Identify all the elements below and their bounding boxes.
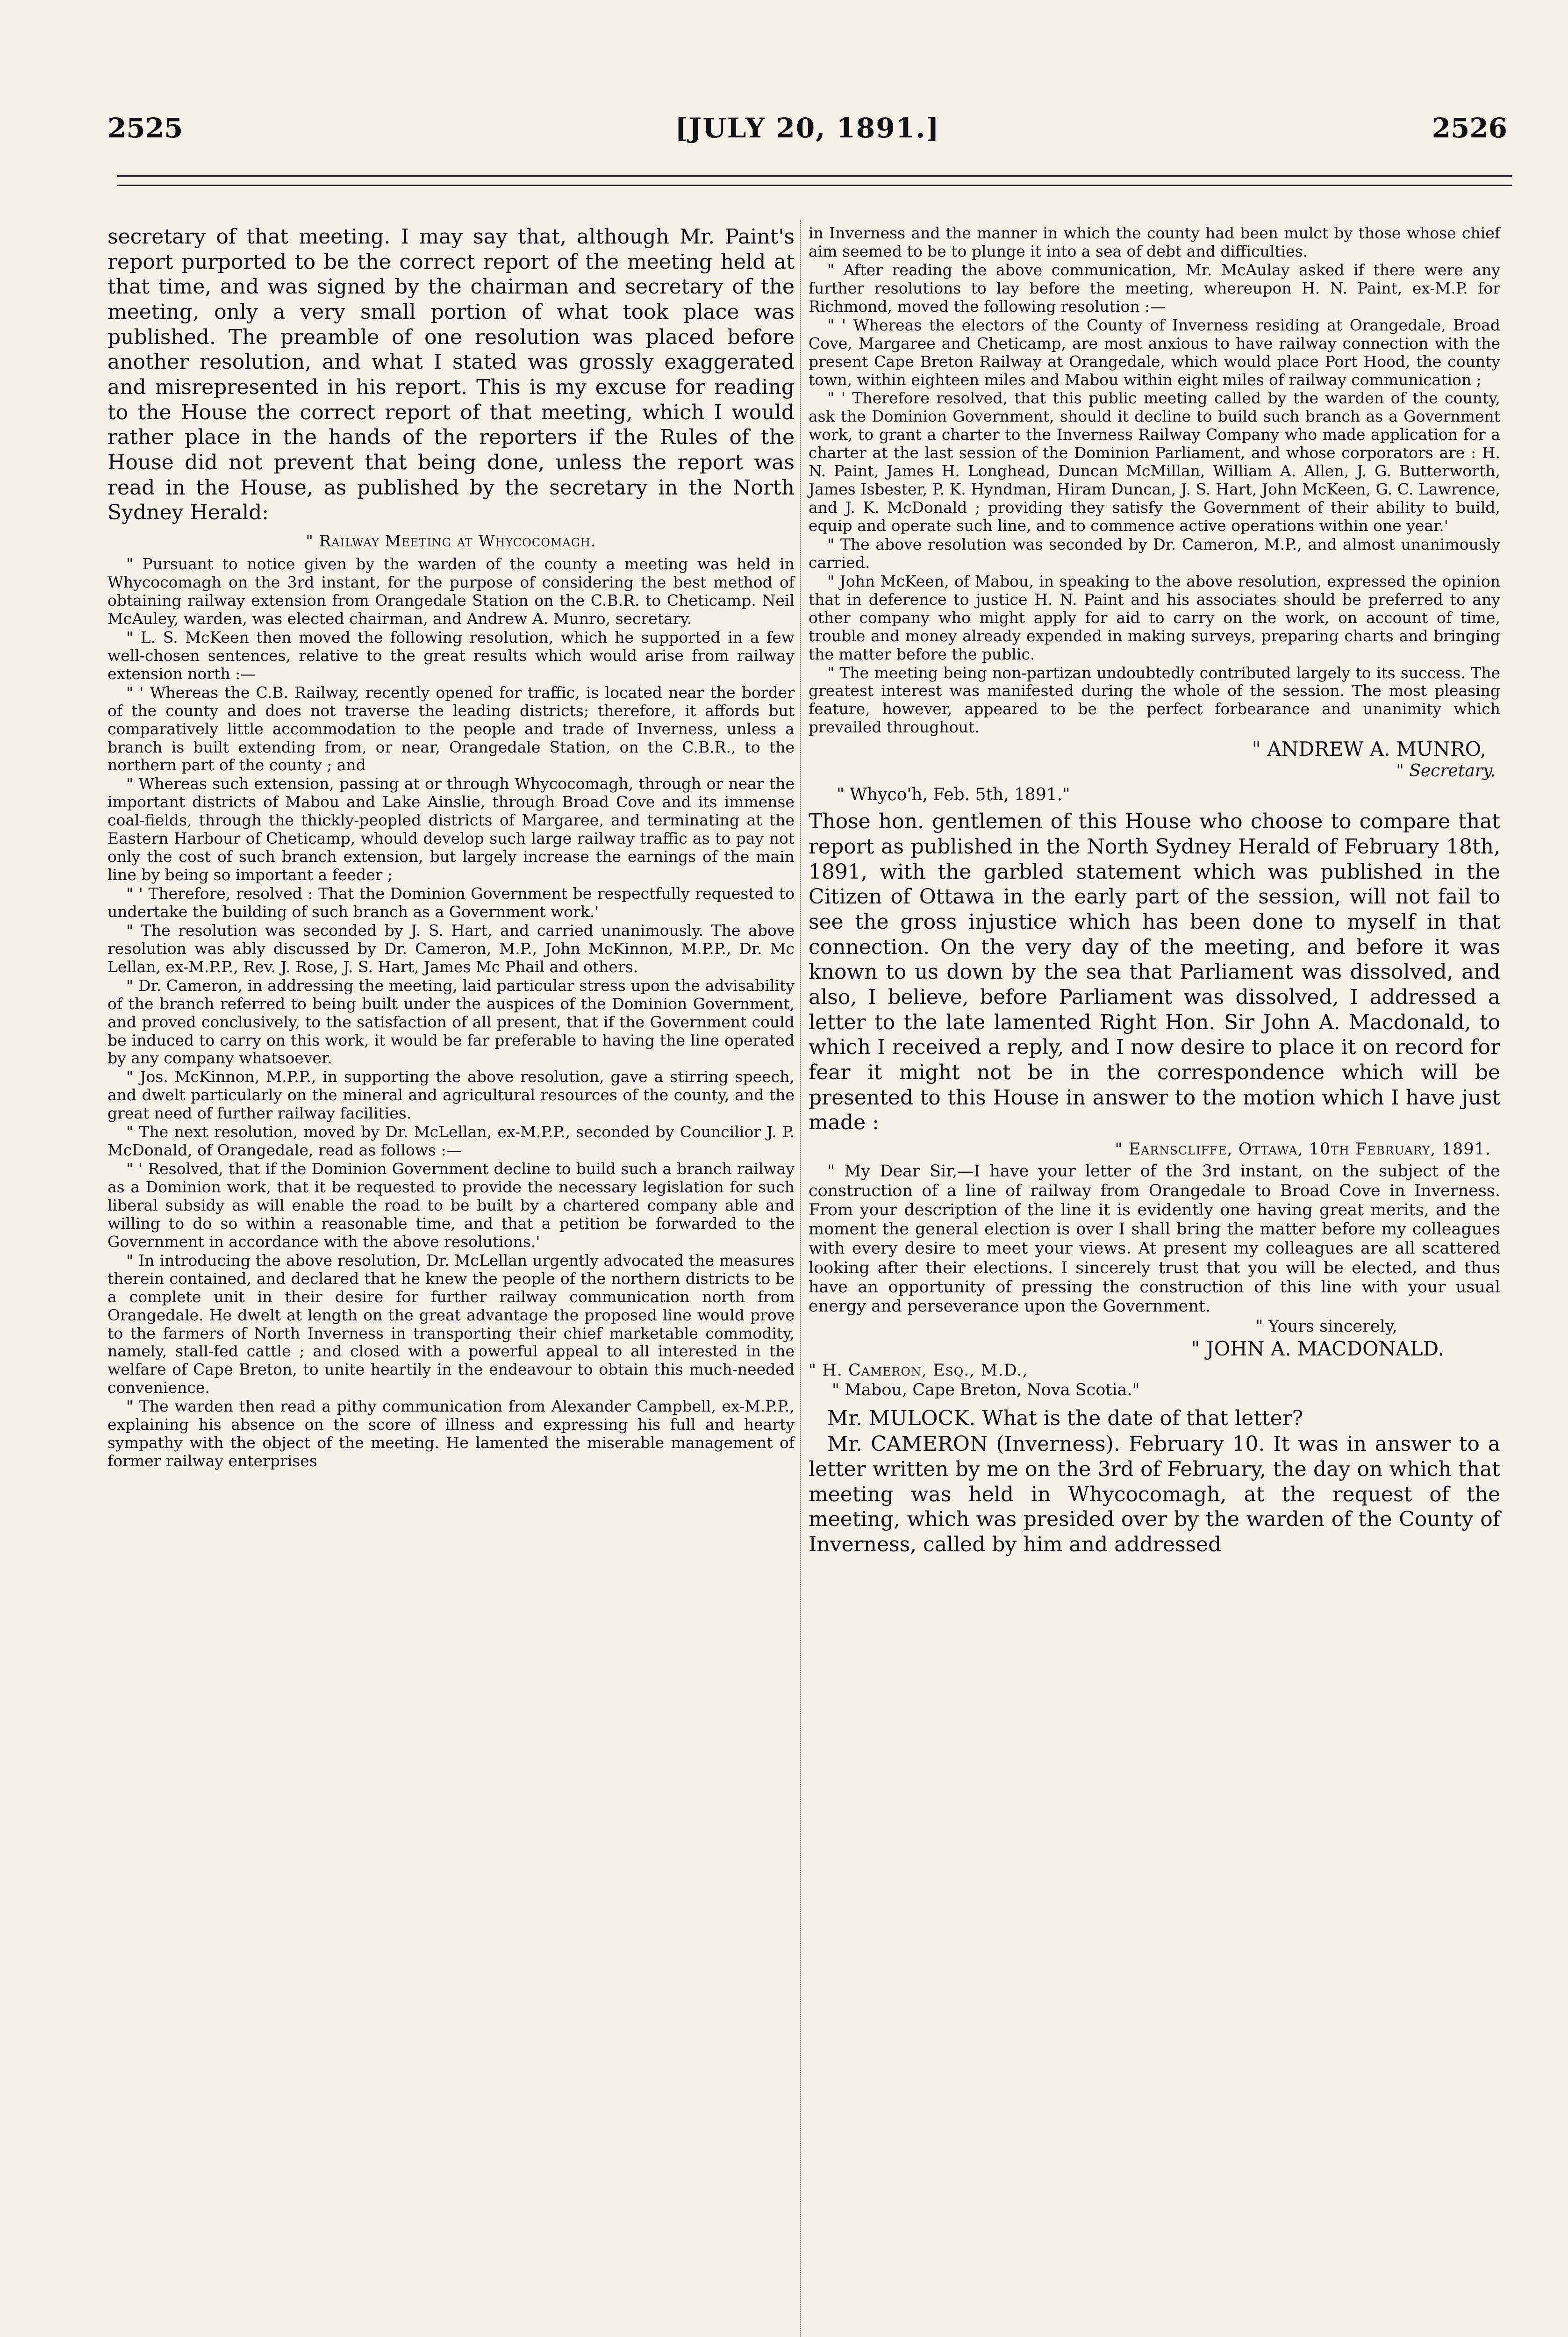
page-number-right: 2526 — [1432, 112, 1507, 144]
right-column — [809, 224, 1500, 1558]
letter-address: " Mabou, Cape Breton, Nova Scotia." — [832, 1381, 1140, 1400]
speech-paragraph: Those hon. gentlemen of this House who choose to compare that report as published in the North Sydney Herald of February 18th, 1891, with the garbled statement which was published in the Citizen of Ottawa in the early part of the session, will not fail to see the gross injustice which has been done to myself in that connection. On the very day of the meeting, and before it was known to us down by the sea that Parliament was dissolved, and also, I believe, before Parliament was dissolved, I addressed a letter to the late lamented Right Hon. Sir John A. Macdonald, to which I received a reply, and I now desire to place it on record for fear it might not be in the correspondence which will be presented to this House in answer to the motion which I have just made : — [809, 810, 1500, 1135]
letter-addressee: " H. Cameron, Esq., M.D., — [809, 1361, 1028, 1380]
speech-paragraph: Mr. CAMERON (Inverness). February 10. It was in answer to a letter written by me on the 3rd of February, the day on which that meeting was held in Whycocomagh, at the request of the meeting, which was presided over by the warden of the County of Inverness, called by him and addressed — [809, 1432, 1500, 1556]
dateline: " Whyco'h, Feb. 5th, 1891." — [837, 785, 1070, 805]
quoted-paragraph: " ' Therefore, resolved : That the Dominion Government be respectfully requested to undertake the building of such branch as a Government work.' — [107, 884, 795, 921]
column-divider — [800, 220, 801, 2337]
quoted-paragraph: " The warden then read a pithy communication from Alexander Campbell, ex-M.P.P., explaining his absence on the score of illness and expressing his full and hearty sympathy with the object of the meeting. He lamented the miserable management of former railway enterprises — [107, 1397, 795, 1470]
header-rule-top — [117, 175, 1512, 177]
quoted-paragraph: in Inverness and the manner in which the county had been mulct by those whose chief aim seemed to be to plunge it into a sea of debt and difficulties. — [809, 224, 1500, 260]
quoted-paragraph: " ' Whereas the electors of the County of Inverness residing at Orangedale, Broad Cove, Margaree and Cheticamp, are most anxious to have railway connection with the present Cape Breton Railway at Orangedale, which would place Port Hood, the county town, within eighteen miles and Mabou within eight miles of railway communication ; — [809, 315, 1500, 389]
page-date-title: [JULY 20, 1891.] — [675, 112, 940, 144]
letter-closing: " Yours sincerely, — [1255, 1317, 1397, 1336]
page-header — [107, 112, 1507, 150]
quoted-paragraph: " ' Resolved, that if the Dominion Government decline to build such a branch railway as a Dominion work, that it be requested to provide the necessary legislation for such liberal subsidy as will enable the road to be built by a chartered company able and willing to do so within a reasonable time, and that a petition be forwarded to the Government in accordance with the above resolutions.' — [107, 1160, 795, 1251]
page-number-left: 2525 — [107, 112, 183, 144]
quoted-paragraph: " ' Therefore resolved, that this public meeting called by the warden of the county, ask the Dominion Government, should it decline to build such branch as a Government work, to grant a charter to the Inverness Railway Company who made application for a charter at the last session of the Dominion Parliament, and whose corporators are : H. N. Paint, James H. Longhead, Duncan McMillan, William A. Allen, J. G. Butterworth, James Isbester, P. K. Hyndman, Hiram Duncan, J. S. Hart, John McKeen, G. C. Lawrence, and J. K. McDonald ; providing they satisfy the Government of their ability to build, equip and operate such line, and to commence active operations within one year.' — [809, 389, 1500, 535]
quoted-paragraph: " Pursuant to notice given by the warden of the county a meeting was held in Whycocomagh on the 3rd instant, for the purpose of considering the best method of obtaining railway extension from Orangedale Station on the C.B.R. to Cheticamp. Neil McAuley, warden, was elected chairman, and Andrew A. Munro, secretary. — [107, 555, 795, 628]
quoted-paragraph: " John McKeen, of Mabou, in speaking to the above resolution, expressed the opinion that in deference to justice H. N. Paint and his associates should be preferred to any other company who might apply for aid to carry on the work, on account of time, trouble and money already expended in making surveys, preparing charts and bringing the matter before the public. — [809, 572, 1500, 663]
quoted-paragraph: " In introducing the above resolution, Dr. McLellan urgently advocated the measures therein contained, and declared that he knew the people of the northern districts to be a complete unit in their desire for further railway communication north from Orangedale. He dwelt at length on the great advantage the proposed line would prove to the farmers of North Inverness in transporting their chief marketable commodity, namely, stall-fed cattle ; and closed with a powerful appeal to all interested in the welfare of Cape Breton, to unite heartily in the endeavour to obtain this much-needed convenience. — [107, 1251, 795, 1397]
signature-macdonald: " JOHN A. MACDONALD. — [1191, 1337, 1444, 1360]
quoted-paragraph: " L. S. McKeen then moved the following resolution, which he supported in a few well-chosen sentences, relative to the great results which would arise from railway extension north :— — [107, 628, 795, 683]
letter-body: " My Dear Sir,—I have your letter of the 3rd instant, on the subject of the construction of a line of railway from Orangedale to Broad Cove in Inverness. From your description of the line it is evidently one having great merits, and the moment the general election is over I shall bring the matter before my colleagues with every desire to meet your views. At present my colleagues are all scattered looking after their elections. I sincerely trust that you will be elected, and thus have an opportunity of pressing the construction of this line with your usual energy and perseverance upon the Government. — [809, 1162, 1500, 1316]
quoted-paragraph: " Jos. McKinnon, M.P.P., in supporting the above resolution, gave a stirring speech, and dwelt particularly on the mineral and agricultural resources of the county, and the great need of further railway facilities. — [107, 1068, 795, 1123]
quoted-paragraph: " The resolution was seconded by J. S. Hart, and carried unanimously. The above resolution was ably discussed by Dr. Cameron, M.P., John McKinnon, M.P.P., Dr. Mc Lellan, ex-M.P.P., Rev. J. Rose, J. S. Hart, James Mc Phail and others. — [107, 921, 795, 976]
quoted-paragraph: " The meeting being non-partizan undoubtedly contributed largely to its success. The greatest interest was manifested during the whole of the session. The most pleasing feature, however, appeared to be the perfect forbearance and unanimity which prevailed throughout. — [809, 663, 1500, 737]
quoted-paragraph: " The next resolution, moved by Dr. McLellan, ex-M.P.P., seconded by Councilior J. P. McDonald, of Orangedale, read as follows :— — [107, 1123, 795, 1160]
letter-heading: " Earnscliffe, Ottawa, 10th February, 1891. — [1115, 1140, 1491, 1159]
header-rule-bottom — [117, 185, 1512, 186]
speech-paragraph: Mr. MULOCK. What is the date of that letter? — [827, 1406, 1303, 1430]
quoted-paragraph: " The above resolution was seconded by Dr. Cameron, M.P., and almost unanimously carried. — [809, 535, 1500, 572]
section-heading: " Railway Meeting at Whycocomagh. — [306, 532, 596, 551]
signature-munro: " ANDREW A. MUNRO, — [1252, 738, 1486, 761]
quoted-paragraph: " Dr. Cameron, in addressing the meeting, laid particular stress upon the advisability of the branch referred to being built under the auspices of the Dominion Government, and proved conclusively, to the satisfaction of all present, that if the Government could be induced to carry on this work, it would be far preferable to having the line operated by any company whatsoever. — [107, 976, 795, 1068]
signature-title: " Secretary. — [1396, 761, 1496, 781]
left-column — [107, 224, 795, 1471]
quoted-paragraph: " After reading the above communication, Mr. McAulay asked if there were any further resolutions to lay before the meeting, whereupon H. N. Paint, ex-M.P. for Richmond, moved the following resolution :— — [809, 260, 1500, 315]
quoted-paragraph: " ' Whereas the C.B. Railway, recently opened for traffic, is located near the border of the county and does not traverse the leading districts; therefore, it affords but comparatively little accommodation to the people and trade of Inverness, unless a branch is built extending from, or near, Orangedale Station, on the C.B.R., to the northern part of the county ; and — [107, 683, 795, 774]
speech-paragraph: secretary of that meeting. I may say that, although Mr. Paint's report purported to be the correct report of the meeting held at that time, and was signed by the chairman and secretary of the meeting, only a very small portion of what took place was published. The preamble of one resolution was placed before another resolution, and what I stated was grossly exaggerated and misrepresented in his report. This is my excuse for reading to the House the correct report of that meeting, which I would rather place in the hands of the reporters if the Rules of the House did not prevent that being done, unless the report was read in the House, as published by the secretary in the North Sydney Herald: — [107, 225, 795, 525]
quoted-paragraph: " Whereas such extension, passing at or through Whycocomagh, through or near the important districts of Mabou and Lake Ainslie, through Broad Cove and its immense coal-fields, through the thickly-peopled districts of Margaree, and terminating at the Eastern Harbour of Cheticamp, whould develop such large railway traffic as to pay not only the cost of such branch extension, but largely increase the earnings of the main line by being so important a feeder ; — [107, 774, 795, 884]
